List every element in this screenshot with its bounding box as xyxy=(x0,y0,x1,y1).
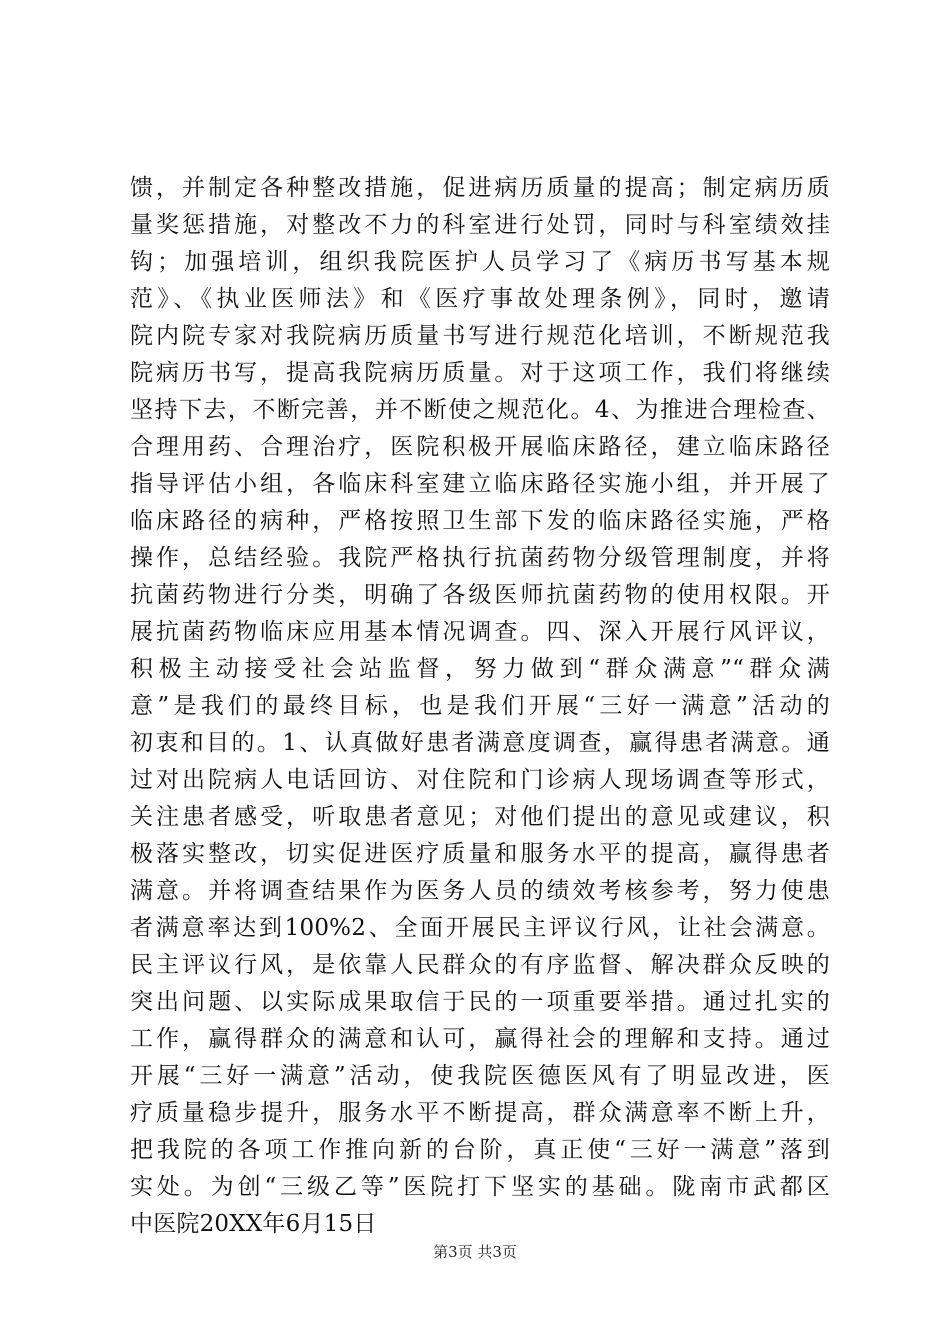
text-line: 实处。为创“三级乙等”医院打下坚实的基础。陇南市武都区 xyxy=(130,1174,830,1200)
text-line: 把我院的各项工作推向新的台阶，真正使“三好一满意”落到 xyxy=(130,1137,830,1163)
page-number: 第3页 共3页 xyxy=(433,1243,517,1261)
text-line: 极落实整改，切实促进医疗质量和服务水平的提高，赢得患者 xyxy=(130,841,830,867)
text-line: 范》、《执业医师法》和《医疗事故处理条例》，同时，邀请 xyxy=(130,286,830,312)
page-footer xyxy=(0,1242,950,1262)
text-line: 初衷和目的。1、认真做好患者满意度调查，赢得患者满意。通 xyxy=(130,730,830,756)
text-line: 满意。并将调查结果作为医务人员的绩效考核参考，努力使患 xyxy=(130,878,830,904)
text-line: 院病历书写，提高我院病历质量。对于这项工作，我们将继续 xyxy=(130,360,830,386)
text-line: 院内院专家对我院病历质量书写进行规范化培训，不断规范我 xyxy=(130,323,830,349)
text-line: 突出问题、以实际成果取信于民的一项重要举措。通过扎实的 xyxy=(130,989,830,1015)
text-line: 意”是我们的最终目标，也是我们开展“三好一满意”活动的 xyxy=(130,693,830,719)
text-line: 关注患者感受，听取患者意见；对他们提出的意见或建议，积 xyxy=(130,804,830,830)
text-line: 量奖惩措施，对整改不力的科室进行处罚，同时与科室绩效挂 xyxy=(130,212,830,238)
text-line: 疗质量稳步提升，服务水平不断提高，群众满意率不断上升， xyxy=(130,1100,830,1126)
text-line: 钩；加强培训，组织我院医护人员学习了《病历书写基本规 xyxy=(130,249,830,275)
text-line: 操作，总结经验。我院严格执行抗菌药物分级管理制度，并将 xyxy=(130,545,830,571)
text-line-signature-date: 中医院20XX年6月15日 xyxy=(130,1211,377,1237)
text-line: 展抗菌药物临床应用基本情况调查。四、深入开展行风评议， xyxy=(130,619,830,645)
text-line: 指导评估小组，各临床科室建立临床路径实施小组，并开展了 xyxy=(130,471,830,497)
text-line: 工作，赢得群众的满意和认可，赢得社会的理解和支持。通过 xyxy=(130,1026,830,1052)
text-line: 过对出院病人电话回访、对住院和门诊病人现场调查等形式， xyxy=(130,767,830,793)
document-body xyxy=(130,170,830,1243)
text-line: 馈，并制定各种整改措施，促进病历质量的提高；制定病历质 xyxy=(130,175,830,201)
text-line: 者满意率达到100%2、全面开展民主评议行风，让社会满意。 xyxy=(130,915,830,941)
text-line: 民主评议行风，是依靠人民群众的有序监督、解决群众反映的 xyxy=(130,952,830,978)
text-line: 临床路径的病种，严格按照卫生部下发的临床路径实施，严格 xyxy=(130,508,830,534)
text-line: 开展“三好一满意”活动，使我院医德医风有了明显改进，医 xyxy=(130,1063,830,1089)
text-line: 合理用药、合理治疗，医院积极开展临床路径，建立临床路径 xyxy=(130,434,830,460)
text-line: 坚持下去，不断完善，并不断使之规范化。4、为推进合理检查、 xyxy=(130,397,830,423)
text-line: 积极主动接受社会站监督，努力做到“群众满意”“群众满 xyxy=(130,656,830,682)
text-line: 抗菌药物进行分类，明确了各级医师抗菌药物的使用权限。开 xyxy=(130,582,830,608)
